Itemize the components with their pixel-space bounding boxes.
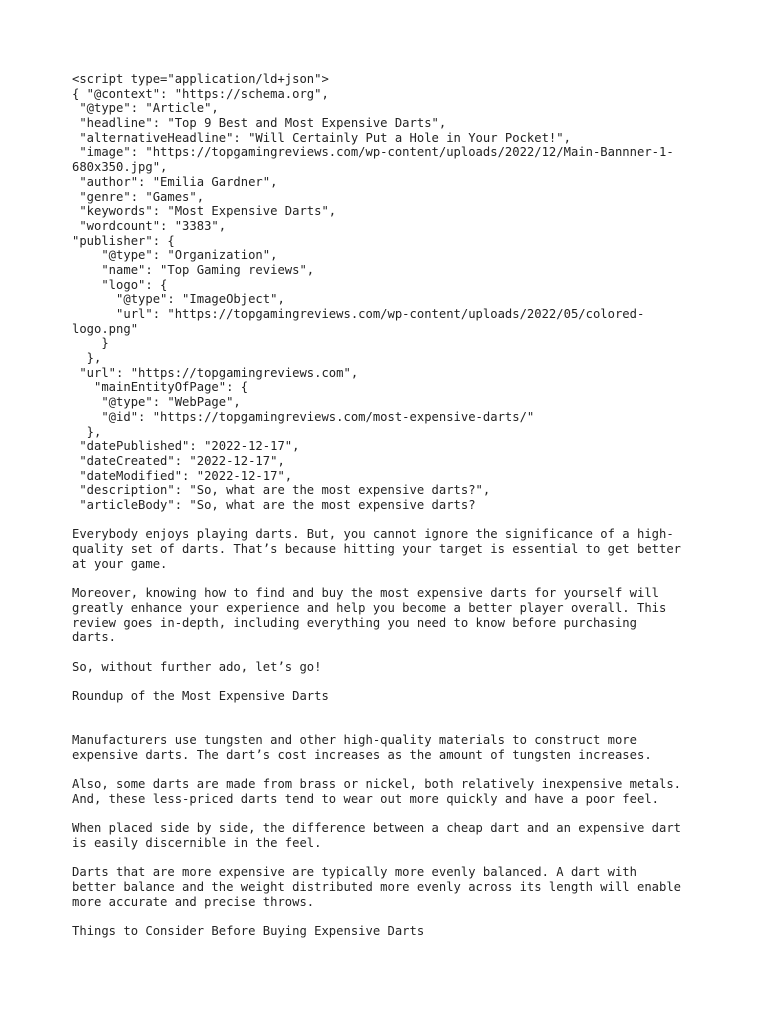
code-line: logo.png": [72, 321, 139, 336]
code-line: "headline": "Top 9 Best and Most Expensive Darts",: [72, 116, 447, 131]
code-line: "url": "https://topgamingreviews.com/wp-content/uploads/2022/05/colored-: [72, 307, 645, 321]
code-line: "author": "Emilia Gardner",: [72, 174, 278, 189]
document-body: [72, 72, 702, 939]
spacer: [72, 763, 702, 778]
code-line: "dateModified": "2022-12-17",: [72, 468, 293, 483]
code-line: },: [72, 424, 102, 439]
json-ld-code-block: [72, 72, 702, 513]
code-line: "url": "https://topgamingreviews.com",: [72, 365, 359, 380]
code-line: "wordcount": "3383",: [72, 218, 227, 233]
code-line: "articleBody": "So, what are the most expensive darts?: [72, 497, 476, 512]
spacer: [72, 851, 702, 866]
spacer: [72, 807, 702, 822]
code-line: "genre": "Games",: [72, 189, 205, 204]
code-line: "keywords": "Most Expensive Darts",: [72, 204, 337, 219]
code-line: "@type": "ImageObject",: [72, 292, 285, 307]
code-line: }: [72, 336, 109, 351]
spacer: [72, 645, 702, 660]
code-line: "@type": "WebPage",: [72, 395, 241, 410]
body-paragraph: Darts that are more expensive are typically more evenly balanced. A dart with better balance and the weight distributed more evenly across its length will enable more accurate and precise throws.: [72, 865, 682, 909]
spacer: [72, 704, 702, 733]
body-paragraph: Also, some darts are made from brass or nickel, both relatively inexpensive metals. And, these less-priced darts tend to wear out more quickly and have a poor feel.: [72, 777, 682, 806]
body-paragraph: When placed side by side, the difference between a cheap dart and an expensive dart is easily discernible in the feel.: [72, 821, 682, 850]
section-heading: Things to Consider Before Buying Expensive Darts: [72, 924, 425, 939]
spacer: [72, 571, 702, 586]
code-line: 680x350.jpg",: [72, 160, 168, 175]
code-line: "@type": "Organization",: [72, 248, 278, 263]
code-line: "dateCreated": "2022-12-17",: [72, 453, 285, 468]
intro-paragraph: Everybody enjoys playing darts. But, you cannot ignore the significance of a high- quality set of darts. That’s because hitting your target is essential to get better at your game.: [72, 527, 682, 571]
code-line: "@type": "Article",: [72, 101, 219, 116]
code-line: "logo": {: [72, 277, 168, 292]
spacer: [72, 674, 702, 689]
code-line: "image": "https://topgamingreviews.com/wp-content/uploads/2022/12/Main-Bannner-1-: [72, 145, 674, 160]
section-heading: Roundup of the Most Expensive Darts: [72, 689, 329, 703]
code-line: "mainEntityOfPage": {: [72, 380, 249, 395]
code-line: "description": "So, what are the most expensive darts?",: [72, 483, 491, 498]
code-line: "@id": "https://topgamingreviews.com/most-expensive-darts/": [72, 409, 535, 424]
code-line: { "@context": "https://schema.org",: [72, 86, 329, 101]
code-line: <script type="application/ld+json">: [72, 72, 329, 86]
code-line: "name": "Top Gaming reviews",: [72, 262, 315, 277]
body-paragraph: So, without further ado, let’s go!: [72, 659, 322, 674]
spacer: [72, 513, 702, 528]
body-paragraph: Manufacturers use tungsten and other high-quality materials to construct more expensive darts. The dart’s cost increases as the amount of tungsten increases.: [72, 733, 652, 762]
spacer: [72, 909, 702, 924]
code-line: "publisher": {: [72, 233, 175, 248]
code-line: },: [72, 351, 102, 366]
code-line: "datePublished": "2022-12-17",: [72, 439, 300, 454]
body-paragraph: Moreover, knowing how to find and buy the most expensive darts for yourself will greatly enhance your experience and help you become a better player overall. This review goes in-depth, including everything you need to know before purchasing darts.: [72, 586, 667, 645]
code-line: "alternativeHeadline": "Will Certainly Put a Hole in Your Pocket!",: [72, 130, 571, 145]
